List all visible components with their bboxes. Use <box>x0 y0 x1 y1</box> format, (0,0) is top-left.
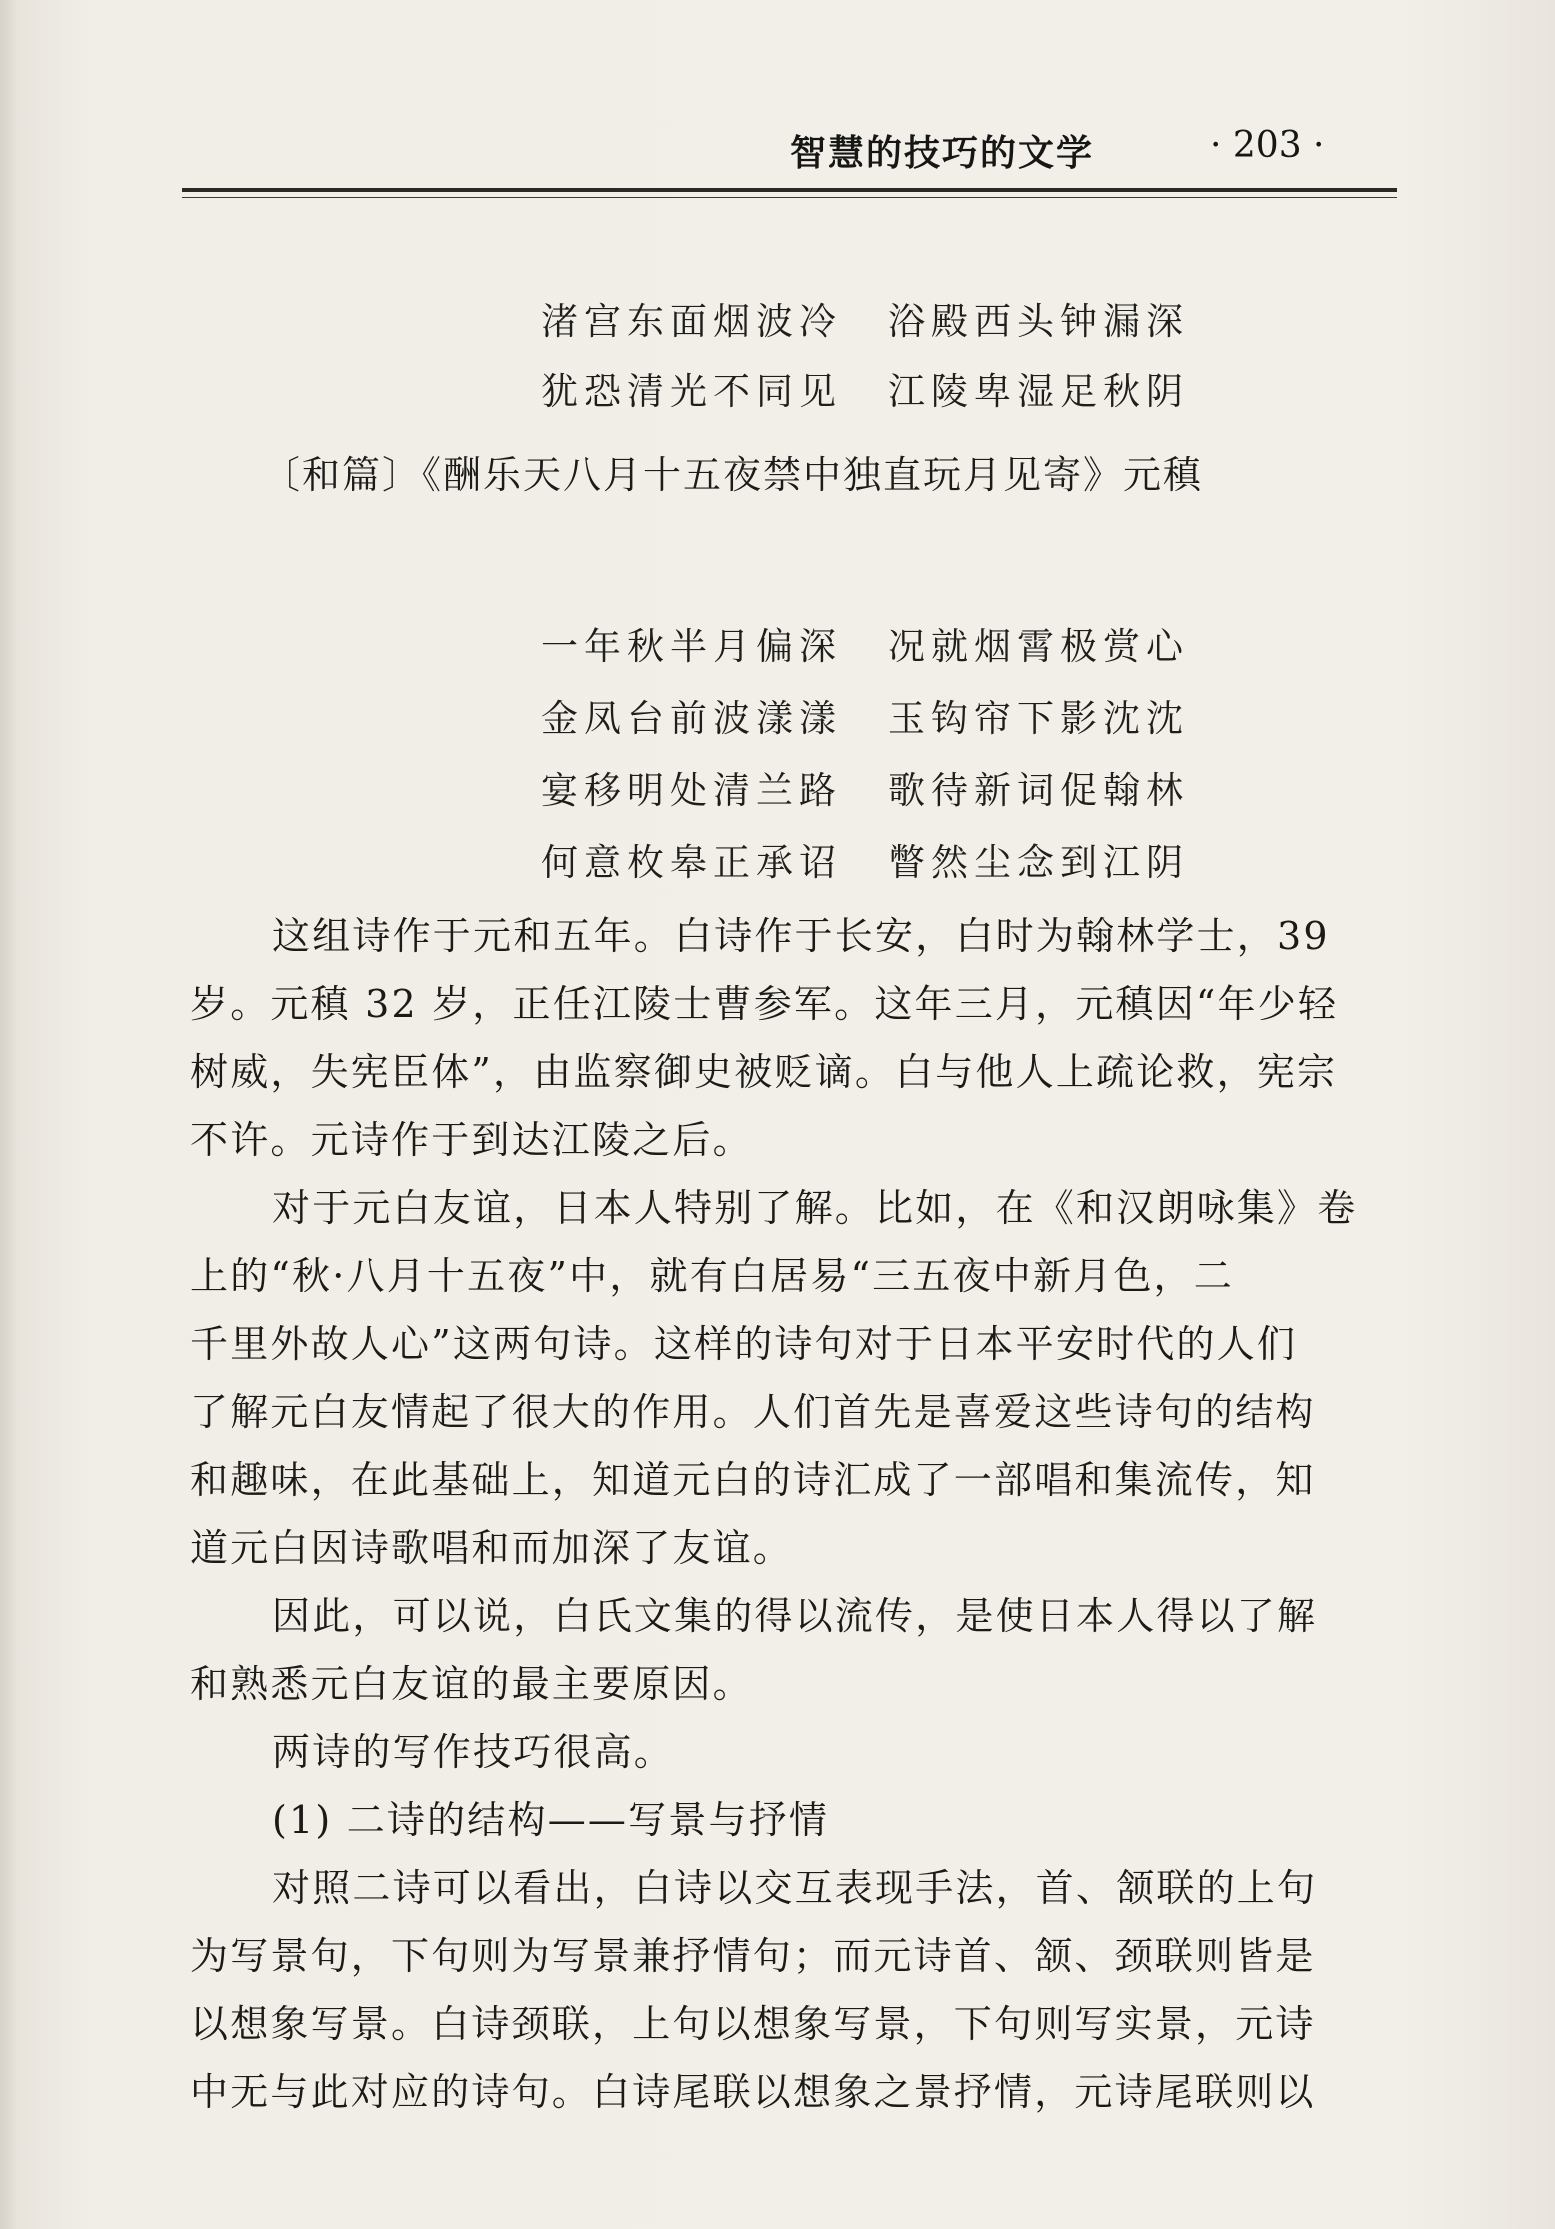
body-text-line: 岁。元稹 32 岁，正任江陵士曹参军。这年三月，元稹因“年少轻 <box>190 982 1339 1026</box>
poem-half-line: 何意枚皋正承诏 <box>541 841 843 884</box>
header-rule-thin <box>182 197 1397 198</box>
body-text-line: 树威，失宪臣体”，由监察御史被贬谪。白与他人上疏论救，宪宗 <box>190 1050 1338 1094</box>
body-text-line: 不许。元诗作于到达江陵之后。 <box>190 1118 753 1162</box>
scan-shadow-edge <box>0 0 18 2229</box>
header-rule-thick <box>182 188 1397 192</box>
poem-half-line: 况就烟霄极赏心 <box>888 625 1190 668</box>
poem-line <box>470 318 1189 458</box>
body-text-line: 对于元白友谊，日本人特别了解。比如，在《和汉朗咏集》卷 <box>272 1186 1358 1230</box>
poem-half-line: 犹恐清光不同见 <box>541 370 843 413</box>
body-text-line: 中无与此对应的诗句。白诗尾联以想象之景抒情，元诗尾联则以 <box>190 2070 1316 2114</box>
body-text-line: 因此，可以说，白氏文集的得以流传，是使日本人得以了解 <box>272 1594 1318 1638</box>
body-text-line: 对照二诗可以看出，白诗以交互表现手法，首、颔联的上句 <box>272 1866 1318 1910</box>
poem-half-line: 江陵卑湿足秋阴 <box>888 370 1190 413</box>
section-heading: (1) 二诗的结构——写景与抒情 <box>272 1798 830 1842</box>
poem-half-line: 瞥然尘念到江阴 <box>888 841 1190 884</box>
poem-half-line: 浴殿西头钟漏深 <box>888 300 1190 343</box>
running-header <box>780 125 1400 185</box>
page-number: · 203 · <box>1210 125 1325 166</box>
body-text-line: 千里外故人心”这两句诗。这样的诗句对于日本平安时代的人们 <box>190 1322 1298 1366</box>
body-text-line: 和熟悉元白友谊的最主要原因。 <box>190 1662 753 1706</box>
poem-half-line: 玉钩帘下影沈沈 <box>888 697 1190 740</box>
body-text-line: 道元白因诗歌唱和而加深了友谊。 <box>190 1526 794 1570</box>
body-text-line: 上的“秋·八月十五夜”中，就有白居易“三五夜中新月色，二 <box>190 1254 1234 1298</box>
body-text-line: 和趣味，在此基础上，知道元白的诗汇成了一部唱和集流传，知 <box>190 1458 1316 1502</box>
running-header-title: 智慧的技巧的文学 <box>790 133 1095 174</box>
body-text-line: 两诗的写作技巧很高。 <box>272 1730 675 1774</box>
body-text-line: 这组诗作于元和五年。白诗作于长安，白时为翰林学士，39 <box>272 914 1330 958</box>
body-text-line: 了解元白友情起了很大的作用。人们首先是喜爱这些诗句的结构 <box>190 1390 1316 1434</box>
reply-poem-title: 〔和篇〕《酬乐天八月十五夜禁中独直玩月见寄》元稹 <box>262 453 1204 497</box>
body-text-line: 以想象写景。白诗颈联，上句以想象写景，下句则写实景，元诗 <box>190 2002 1316 2046</box>
poem-half-line: 宴移明处清兰路 <box>541 769 843 812</box>
body-text-line: 为写景句，下句则为写景兼抒情句；而元诗首、颔、颈联则皆是 <box>190 1934 1316 1978</box>
poem-half-line: 歌待新词促翰林 <box>888 769 1190 812</box>
poem-half-line: 一年秋半月偏深 <box>541 625 843 668</box>
poem-half-line: 渚宫东面烟波冷 <box>541 300 843 343</box>
poem-half-line: 金凤台前波漾漾 <box>541 697 843 740</box>
